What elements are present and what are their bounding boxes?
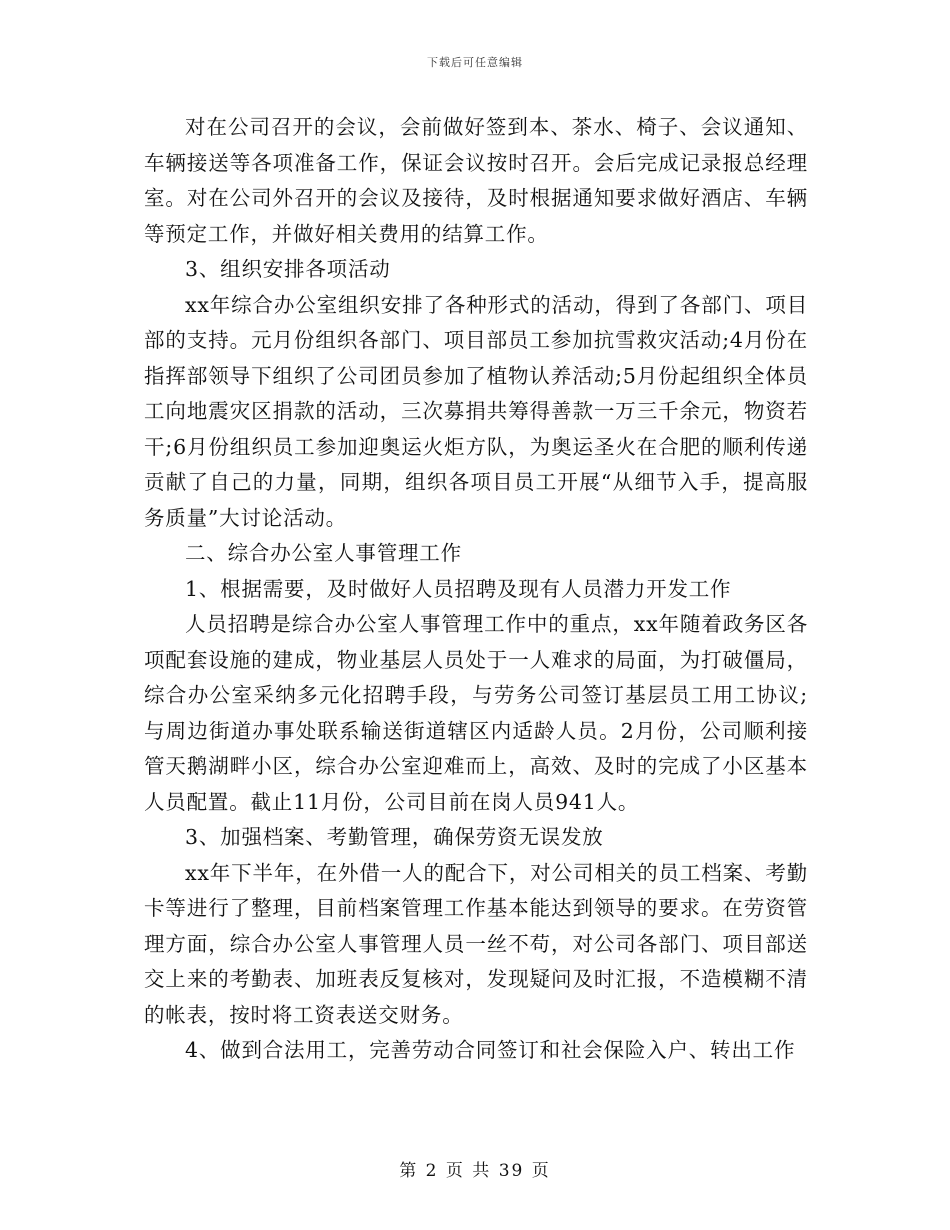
heading-recruitment: 1、根据需要，及时做好人员招聘及现有人员潜力开发工作: [185, 576, 732, 601]
page-header: 下载后可任意编辑: [427, 56, 523, 69]
paragraph-archives-attendance: xx年下半年，在外借一人的配合下，对公司相关的员工档案、考勤卡等进行了整理，目前档案管理工作基本能达到领导的要求。在劳资管理方面，综合办公室人事管理人员一丝不苟，对公司各部门、项目部送交上来的考勤表、加班表反复核对，发现疑问及时汇报，不造模糊不清的帐表，按时将工资表送交财务。: [144, 860, 808, 1027]
paragraph-meeting-prep: 对在公司召开的会议，会前做好签到本、茶水、椅子、会议通知、车辆接送等各项准备工作，保证会议按时召开。会后完成记录报总经理室。对在公司外召开的会议及接待，及时根据通知要求做好酒店、车辆等预定工作，并做好相关费用的结算工作。: [144, 115, 808, 246]
document-body: [144, 110, 808, 1069]
heading-archives-attendance: 3、加强档案、考勤管理，确保劳资无误发放: [185, 825, 604, 849]
heading-activities: 3、组织安排各项活动: [185, 257, 391, 281]
heading-hr-management: 二、综合办公室人事管理工作: [185, 541, 462, 565]
paragraph-activities: xx年综合办公室组织安排了各种形式的活动，得到了各部门、项目部的支持。元月份组织各部门、项目部员工参加抗雪救灾活动;4月份在指挥部领导下组织了公司团员参加了植物认养活动;5月份起组织全体员工向地震灾区捐款的活动，三次募捐共筹得善款一万三千余元，物资若干;6月份组织员工参加迎奥运火炬方队，为奥运圣火在合肥的顺利传递贡献了自己的力量，同期，组织各项目员工开展“从细节入手，提高服务质量”大讨论活动。: [144, 292, 808, 530]
page-number-footer: 第 2 页 共 39 页: [399, 1161, 551, 1181]
heading-legal-employment: 4、做到合法用工，完善劳动合同签订和社会保险入户、转出工作: [185, 1038, 796, 1062]
paragraph-recruitment: 人员招聘是综合办公室人事管理工作中的重点，xx年随着政务区各项配套设施的建成，物业基层人员处于一人难求的局面，为打破僵局，综合办公室采纳多元化招聘手段，与劳务公司签订基层员工用工协议;与周边街道办事处联系输送街道辖区内适龄人员。2月份，公司顺利接管天鹅湖畔小区，综合办公室迎难而上，高效、及时的完成了小区基本人员配置。截止11月份，公司目前在岗人员941人。: [144, 612, 808, 814]
